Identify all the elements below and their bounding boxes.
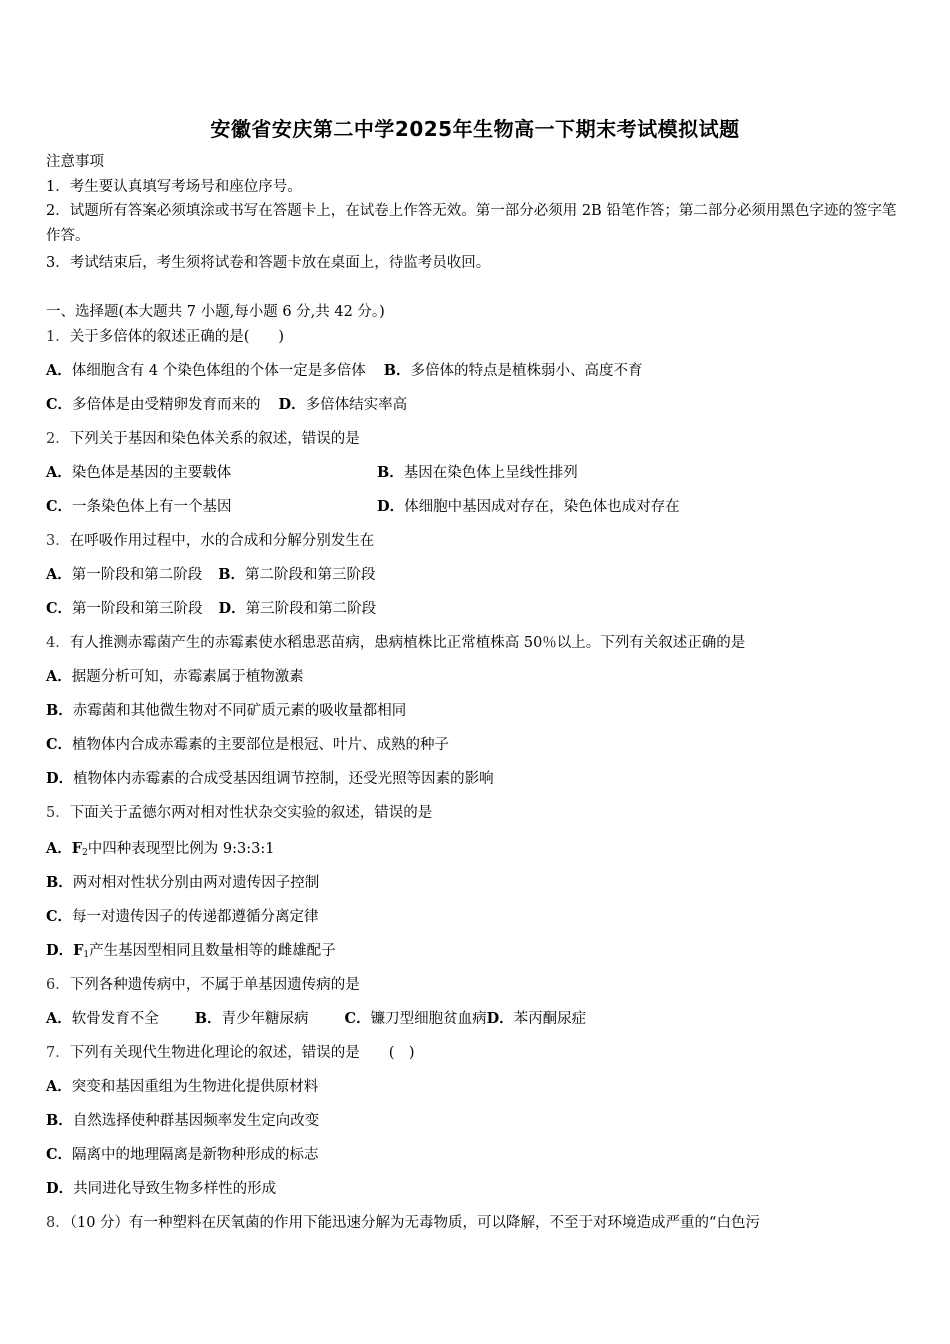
question-number: 6． bbox=[46, 977, 70, 993]
question-4-option-a bbox=[46, 667, 304, 687]
question-5-option-d bbox=[46, 941, 336, 965]
option-text: 基因在染色体上呈线性排列 bbox=[403, 465, 578, 481]
option-key: B． bbox=[46, 874, 73, 891]
question-7-option-a bbox=[46, 1077, 318, 1097]
option-text: 隔离中的地理隔离是新物种形成的标志 bbox=[72, 1147, 319, 1163]
question-5-option-c bbox=[46, 907, 319, 927]
option-key: D． bbox=[46, 770, 74, 787]
question-stem: （10 分）有一种塑料在厌氧菌的作用下能迅速分解为无毒物质，可以降解，不至于对环境造成严重的“白色污 bbox=[69, 1215, 760, 1231]
question-stem: 关于多倍体的叙述正确的是( ) bbox=[69, 329, 285, 345]
option-key: A． bbox=[46, 566, 72, 583]
option-key: B． bbox=[383, 362, 411, 379]
option-subscript: 2 bbox=[82, 848, 88, 858]
option-text: 多倍体是由受精卵发育而来的 bbox=[72, 397, 261, 413]
option-key: B． bbox=[46, 1112, 73, 1129]
question-7 bbox=[46, 1043, 415, 1063]
option-text: 一条染色体上有一个基因 bbox=[72, 499, 232, 515]
option-key: D． bbox=[218, 600, 246, 617]
question-stem: 下面关于孟德尔两对相对性状杂交实验的叙述，错误的是 bbox=[69, 805, 433, 821]
question-5 bbox=[46, 803, 432, 823]
option-text: 第二阶段和第三阶段 bbox=[245, 567, 376, 583]
option-text: 镰刀型细胞贫血病 bbox=[370, 1011, 487, 1027]
option-key: B． bbox=[377, 464, 404, 481]
question-number: 3． bbox=[46, 533, 70, 549]
option-key: C． bbox=[46, 908, 73, 925]
option-prefix: F bbox=[71, 840, 83, 857]
question-4-option-b bbox=[46, 701, 406, 721]
option-text: 两对相对性状分别由两对遗传因子控制 bbox=[72, 875, 320, 891]
option-text: 植物体内合成赤霉素的主要部位是根冠、叶片、成熟的种子 bbox=[72, 737, 450, 753]
question-1 bbox=[46, 327, 284, 347]
question-3-options-row-1 bbox=[46, 565, 376, 585]
question-stem: 有人推测赤霉菌产生的赤霉素使水稻患恶苗病，患病植株比正常植株高 50％以上。下列有关叙述正确的是 bbox=[69, 635, 746, 651]
question-stem: 下列有关现代生物进化理论的叙述，错误的是 ( ) bbox=[69, 1045, 415, 1061]
question-5-option-b bbox=[46, 873, 319, 893]
option-text: 多倍体结实率高 bbox=[305, 397, 408, 413]
question-1-options-row-1 bbox=[46, 361, 642, 381]
option-key: C． bbox=[344, 1010, 371, 1027]
question-number: 5． bbox=[46, 805, 70, 821]
option-text: 植物体内赤霉素的合成受基因组调节控制，还受光照等因素的影响 bbox=[73, 771, 494, 787]
notice-item-3: 3．考试结束后，考生须将试卷和答题卡放在桌面上，待监考员收回。 bbox=[46, 255, 491, 271]
question-8 bbox=[46, 1213, 760, 1233]
option-text: 体细胞含有 4 个染色体组的个体一定是多倍体 bbox=[71, 363, 366, 379]
option-key: A． bbox=[46, 464, 72, 481]
question-7-option-b bbox=[46, 1111, 319, 1131]
question-2 bbox=[46, 429, 360, 449]
question-number: 7． bbox=[46, 1045, 70, 1061]
option-key: C． bbox=[46, 1146, 73, 1163]
option-key: B． bbox=[218, 566, 246, 583]
question-stem: 在呼吸作用过程中，水的合成和分解分别发生在 bbox=[69, 533, 375, 549]
option-text: 赤霉菌和其他微生物对不同矿质元素的吸收量都相同 bbox=[72, 703, 407, 719]
notice-item-2: 2．试题所有答案必须填涂或书写在答题卡上，在试卷上作答无效。第一部分必须用 2B 铅笔作答；第二部分必须用黑色字迹的签字笔作答。 bbox=[46, 203, 897, 244]
option-text: 中四种表现型比例为 9:3:3:1 bbox=[87, 841, 275, 857]
notice-heading: 注意事项 bbox=[46, 154, 104, 170]
question-4-option-d bbox=[46, 769, 494, 789]
option-prefix: F bbox=[73, 942, 84, 959]
question-6 bbox=[46, 975, 360, 995]
question-3-options-row-2 bbox=[46, 599, 376, 619]
option-key: B． bbox=[46, 702, 73, 719]
option-subscript: 1 bbox=[83, 950, 90, 960]
option-text: 软骨发育不全 bbox=[71, 1011, 159, 1027]
option-key: C． bbox=[46, 498, 73, 515]
option-key: A． bbox=[46, 1010, 72, 1027]
question-stem: 下列各种遗传病中，不属于单基因遗传病的是 bbox=[69, 977, 360, 993]
option-key: D． bbox=[377, 498, 405, 515]
option-key: C． bbox=[46, 396, 73, 413]
question-stem: 下列关于基因和染色体关系的叙述，错误的是 bbox=[69, 431, 360, 447]
option-key: D． bbox=[278, 396, 306, 413]
option-text: 青少年糖尿病 bbox=[221, 1011, 309, 1027]
option-key: D． bbox=[46, 942, 74, 959]
option-key: A． bbox=[46, 362, 72, 379]
question-2-option-d bbox=[377, 497, 680, 517]
notice-item-1: 1．考生要认真填写考场号和座位序号。 bbox=[46, 179, 302, 195]
option-text: 自然选择使种群基因频率发生定向改变 bbox=[72, 1113, 320, 1129]
question-2-option-c bbox=[46, 497, 232, 517]
option-text: 体细胞中基因成对存在，染色体也成对存在 bbox=[404, 499, 680, 515]
option-text: 染色体是基因的主要载体 bbox=[71, 465, 232, 481]
option-key: D． bbox=[486, 1010, 514, 1027]
question-number: 2． bbox=[46, 431, 70, 447]
section-heading: 一、选择题(本大题共 7 小题,每小题 6 分,共 42 分。) bbox=[46, 304, 385, 320]
option-text: 多倍体的特点是植株弱小、高度不育 bbox=[410, 363, 643, 379]
option-text: 共同进化导致生物多样性的形成 bbox=[73, 1181, 277, 1197]
question-4-option-c bbox=[46, 735, 449, 755]
option-text: 突变和基因重组为生物进化提供原材料 bbox=[71, 1079, 319, 1095]
option-key: A． bbox=[46, 1078, 72, 1095]
question-1-options-row-2 bbox=[46, 395, 407, 415]
option-text: 第一阶段和第三阶段 bbox=[72, 601, 203, 617]
option-key: B． bbox=[194, 1010, 222, 1027]
option-key: A． bbox=[46, 840, 72, 857]
option-key: A． bbox=[46, 668, 72, 685]
question-7-option-c bbox=[46, 1145, 319, 1165]
question-5-option-a bbox=[46, 839, 274, 863]
question-7-option-d bbox=[46, 1179, 276, 1199]
question-4 bbox=[46, 633, 745, 653]
option-text: 产生基因型相同且数量相等的雌雄配子 bbox=[89, 943, 336, 959]
option-text: 据题分析可知，赤霉素属于植物激素 bbox=[71, 669, 304, 685]
option-text: 苯丙酮尿症 bbox=[513, 1011, 587, 1027]
option-text: 每一对遗传因子的传递都遵循分离定律 bbox=[72, 909, 319, 925]
question-6-options bbox=[46, 1009, 586, 1029]
option-text: 第一阶段和第二阶段 bbox=[71, 567, 203, 583]
page-title: 安徽省安庆第二中学2025年生物高一下期末考试模拟试题 bbox=[210, 117, 740, 141]
question-number: 8． bbox=[46, 1215, 70, 1231]
question-3 bbox=[46, 531, 374, 551]
option-key: D． bbox=[46, 1180, 74, 1197]
option-key: C． bbox=[46, 600, 73, 617]
question-2-option-a bbox=[46, 463, 231, 483]
question-number: 1． bbox=[46, 329, 70, 345]
question-2-option-b bbox=[377, 463, 578, 483]
option-key: C． bbox=[46, 736, 73, 753]
option-text: 第三阶段和第二阶段 bbox=[245, 601, 377, 617]
question-number: 4． bbox=[46, 635, 70, 651]
